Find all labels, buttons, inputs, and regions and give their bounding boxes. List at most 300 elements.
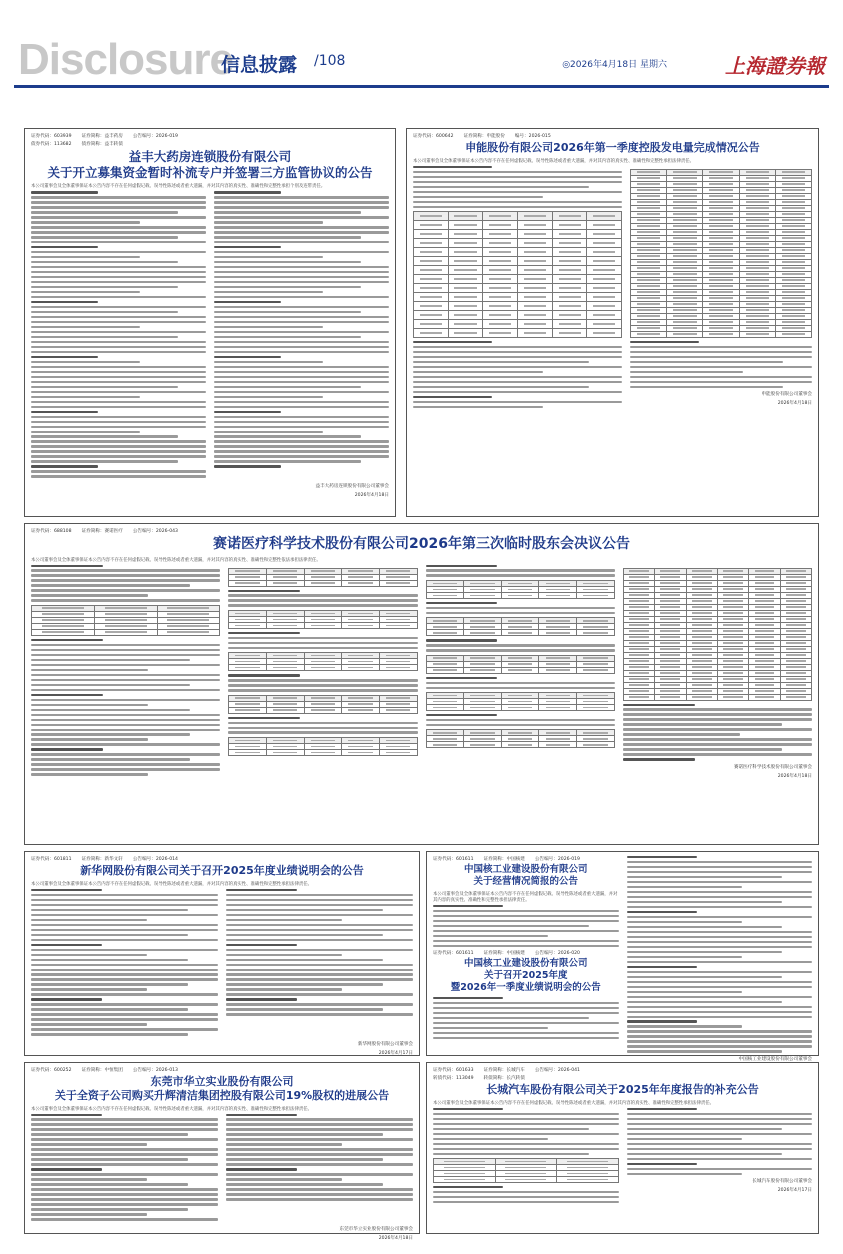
text-line bbox=[433, 1143, 619, 1145]
text-line bbox=[31, 969, 218, 971]
text-line bbox=[31, 684, 190, 686]
text-line bbox=[31, 738, 148, 740]
text-line bbox=[433, 1118, 619, 1120]
text-line bbox=[31, 993, 218, 995]
text-line bbox=[31, 998, 102, 1000]
text-line bbox=[31, 1123, 218, 1125]
table-cell bbox=[518, 284, 553, 293]
text-line bbox=[627, 866, 813, 868]
table-cell bbox=[414, 239, 449, 248]
table-cell bbox=[518, 320, 553, 329]
table-cell bbox=[229, 580, 267, 586]
table-cell bbox=[464, 742, 502, 748]
text-line bbox=[31, 929, 218, 931]
text-line bbox=[31, 954, 147, 956]
text-line bbox=[228, 647, 417, 649]
text-line bbox=[31, 944, 102, 946]
text-line bbox=[226, 924, 413, 926]
table-row bbox=[623, 694, 811, 700]
table-row bbox=[414, 293, 622, 302]
text-line bbox=[226, 1114, 297, 1116]
text-line bbox=[630, 346, 812, 348]
security-codes: 证券代码：601633 证券简称：长城汽车 公告编号：2026-041 bbox=[433, 1068, 580, 1073]
text-line bbox=[433, 1108, 503, 1110]
table-cell bbox=[577, 630, 615, 636]
text-line bbox=[226, 1153, 413, 1155]
text-line bbox=[226, 1138, 413, 1140]
table-cell bbox=[464, 667, 502, 673]
article-notice: 本公司董事会及全体董事保证本公告内容不存在任何虚假记载、误导性陈述或者重大遗漏，并对其内容的真实性、准确性和完整性承担法律责任。 bbox=[433, 891, 618, 903]
text-line bbox=[31, 724, 220, 726]
text-line bbox=[413, 391, 622, 393]
text-line bbox=[627, 1173, 742, 1175]
table-cell bbox=[539, 630, 577, 636]
text-line bbox=[31, 939, 218, 941]
text-line bbox=[31, 1183, 188, 1185]
text-line bbox=[426, 714, 498, 716]
text-line bbox=[630, 366, 812, 368]
article-title: 中国核工业建设股份有限公司 关于经营情况简报的公告 bbox=[463, 864, 588, 887]
text-line bbox=[627, 871, 813, 873]
text-line bbox=[627, 1113, 813, 1115]
text-line bbox=[433, 1153, 589, 1155]
text-line bbox=[630, 376, 812, 378]
article-signature: 申能股份有限公司董事会 bbox=[761, 392, 812, 397]
article-body bbox=[433, 1108, 812, 1206]
text-line bbox=[31, 1008, 188, 1010]
text-line bbox=[627, 856, 697, 858]
table-row bbox=[414, 257, 622, 266]
table-cell bbox=[414, 212, 449, 221]
text-line bbox=[226, 1158, 383, 1160]
table-cell bbox=[414, 311, 449, 320]
table-cell bbox=[414, 230, 449, 239]
table-cell bbox=[414, 266, 449, 275]
text-line bbox=[31, 565, 103, 567]
article-cnecc bbox=[426, 851, 819, 1062]
plant-table bbox=[630, 169, 812, 338]
table-cell bbox=[552, 320, 587, 329]
table-cell bbox=[448, 275, 483, 284]
text-line bbox=[623, 723, 782, 725]
text-line bbox=[31, 470, 206, 472]
text-line bbox=[433, 1128, 589, 1130]
text-line bbox=[31, 201, 206, 203]
text-line bbox=[31, 773, 148, 775]
text-line bbox=[226, 969, 413, 971]
table-cell bbox=[342, 580, 380, 586]
text-line bbox=[214, 381, 389, 383]
text-line bbox=[214, 460, 361, 462]
table-cell bbox=[686, 694, 717, 700]
table-cell bbox=[414, 275, 449, 284]
text-line bbox=[228, 642, 417, 644]
table-row bbox=[426, 704, 614, 710]
article-body bbox=[31, 1114, 413, 1224]
text-line bbox=[31, 574, 220, 576]
table-cell bbox=[483, 239, 518, 248]
text-line bbox=[627, 946, 813, 948]
table-row bbox=[426, 742, 614, 748]
table-cell bbox=[518, 293, 553, 302]
article-signature: 中国核工业建设股份有限公司董事会 bbox=[738, 1056, 812, 1062]
text-line bbox=[214, 445, 389, 447]
text-line bbox=[228, 689, 417, 691]
text-line bbox=[426, 569, 615, 571]
text-line bbox=[426, 602, 498, 604]
text-line bbox=[627, 1148, 813, 1150]
text-line bbox=[433, 945, 619, 947]
text-line bbox=[214, 191, 281, 193]
article-shenergy bbox=[406, 128, 819, 517]
table-cell bbox=[539, 704, 577, 710]
text-line bbox=[31, 988, 147, 990]
table-cell bbox=[749, 694, 780, 700]
text-line bbox=[31, 748, 103, 750]
text-line bbox=[31, 674, 220, 676]
text-line bbox=[31, 758, 190, 760]
text-line bbox=[426, 724, 615, 726]
text-line bbox=[413, 406, 543, 408]
text-line bbox=[214, 231, 389, 233]
table-row bbox=[229, 622, 417, 628]
text-line bbox=[413, 361, 589, 363]
text-line bbox=[413, 201, 622, 203]
table-cell bbox=[464, 630, 502, 636]
text-line bbox=[31, 266, 206, 268]
text-line bbox=[31, 639, 103, 641]
table-cell bbox=[304, 622, 342, 628]
article-body bbox=[31, 191, 389, 480]
text-line bbox=[228, 604, 417, 606]
table-row bbox=[426, 667, 614, 673]
text-line bbox=[228, 684, 417, 686]
table-cell bbox=[414, 293, 449, 302]
article-signature: 赛诺医疗科学技术股份有限公司董事会 bbox=[733, 764, 812, 770]
text-line bbox=[31, 973, 218, 975]
article-date: 2026年4月18日 bbox=[354, 493, 389, 499]
text-line bbox=[627, 916, 813, 918]
text-line bbox=[413, 396, 492, 398]
text-line bbox=[214, 435, 361, 437]
text-line bbox=[31, 376, 206, 378]
text-line bbox=[226, 1123, 413, 1125]
table-cell bbox=[448, 311, 483, 320]
table-cell bbox=[414, 221, 449, 230]
article-signature: 新华网股份有限公司董事会 bbox=[357, 1042, 413, 1048]
text-line bbox=[623, 713, 812, 715]
text-line bbox=[214, 336, 361, 338]
text-line bbox=[433, 1032, 619, 1034]
article-huali bbox=[24, 1062, 420, 1242]
table-row bbox=[426, 630, 614, 636]
text-line bbox=[31, 391, 206, 393]
text-line bbox=[413, 351, 622, 353]
text-line bbox=[630, 381, 812, 383]
text-line bbox=[623, 753, 812, 755]
article-notice: 本公司董事会及全体董事保证本公告内容不存在任何虚假记载、误导性陈述或者重大遗漏，并对其内容的真实性、准确性和完整性承担法律责任。 bbox=[433, 1100, 715, 1106]
text-line bbox=[413, 191, 622, 193]
text-line bbox=[31, 904, 218, 906]
article-signature: 长城汽车股份有限公司董事会 bbox=[752, 1178, 812, 1184]
text-line bbox=[214, 226, 389, 228]
table-cell bbox=[518, 329, 553, 338]
text-line bbox=[31, 196, 206, 198]
text-line bbox=[627, 1020, 697, 1022]
text-line bbox=[31, 351, 206, 353]
table-cell bbox=[304, 707, 342, 713]
table-cell bbox=[229, 665, 267, 671]
table-cell bbox=[464, 592, 502, 598]
table-cell bbox=[464, 704, 502, 710]
text-line bbox=[627, 1163, 697, 1165]
text-line bbox=[433, 1196, 619, 1198]
text-line bbox=[226, 1183, 383, 1185]
text-line bbox=[627, 931, 813, 933]
table-cell bbox=[483, 302, 518, 311]
text-line bbox=[426, 719, 615, 721]
text-line bbox=[413, 386, 589, 388]
text-line bbox=[433, 997, 503, 999]
text-line bbox=[226, 944, 297, 946]
text-line bbox=[627, 956, 742, 958]
text-line bbox=[226, 1008, 383, 1010]
text-line bbox=[31, 381, 206, 383]
article-title: 申能股份有限公司2026年第一季度控股发电量完成情况公告 bbox=[465, 141, 760, 154]
table-cell bbox=[448, 239, 483, 248]
text-line bbox=[31, 914, 218, 916]
table-cell bbox=[539, 667, 577, 673]
table-cell bbox=[501, 630, 539, 636]
table-cell bbox=[342, 749, 380, 755]
table-cell bbox=[448, 320, 483, 329]
text-line bbox=[31, 291, 140, 293]
table-row bbox=[414, 221, 622, 230]
table-cell bbox=[552, 230, 587, 239]
table-row bbox=[229, 580, 417, 586]
text-line bbox=[433, 1138, 548, 1140]
text-line bbox=[627, 1123, 813, 1125]
text-line bbox=[413, 341, 492, 343]
table-row bbox=[414, 230, 622, 239]
text-line bbox=[31, 1018, 218, 1020]
article-xinhuanet bbox=[24, 851, 420, 1056]
text-line bbox=[31, 276, 206, 278]
article-date: 2026年4月17日 bbox=[777, 1187, 812, 1193]
text-line bbox=[214, 241, 389, 243]
text-line bbox=[627, 1006, 813, 1008]
table-cell bbox=[587, 302, 622, 311]
text-line bbox=[31, 1153, 218, 1155]
text-line bbox=[31, 1218, 218, 1220]
table-cell bbox=[266, 622, 304, 628]
table-row bbox=[434, 1177, 619, 1183]
text-line bbox=[214, 356, 281, 358]
text-line bbox=[413, 206, 622, 208]
text-line bbox=[214, 391, 389, 393]
text-line bbox=[426, 574, 615, 576]
text-line bbox=[31, 251, 206, 253]
text-line bbox=[31, 889, 102, 891]
security-codes-2: 证券代码：601611 证券简称：中国核建 公告编号：2026-020 bbox=[433, 951, 580, 957]
text-line bbox=[627, 881, 813, 883]
text-line bbox=[31, 221, 140, 223]
text-line bbox=[627, 1001, 783, 1003]
table-cell bbox=[448, 230, 483, 239]
text-line bbox=[214, 331, 389, 333]
issue-date: ◎2026年4月18日 星期六 bbox=[562, 60, 667, 70]
text-line bbox=[627, 926, 783, 928]
table-cell bbox=[266, 665, 304, 671]
table-cell bbox=[552, 212, 587, 221]
table-cell bbox=[587, 248, 622, 257]
text-line bbox=[214, 386, 361, 388]
text-line bbox=[31, 584, 190, 586]
text-line bbox=[31, 211, 178, 213]
page-number: /108 bbox=[314, 53, 346, 69]
text-line bbox=[627, 861, 813, 863]
text-line bbox=[226, 973, 413, 975]
table-cell bbox=[501, 704, 539, 710]
text-line bbox=[31, 421, 206, 423]
text-line bbox=[31, 669, 148, 671]
text-line bbox=[426, 607, 615, 609]
text-line bbox=[31, 709, 190, 711]
masthead bbox=[0, 0, 843, 84]
table-cell bbox=[342, 665, 380, 671]
table-cell bbox=[552, 284, 587, 293]
text-line bbox=[31, 924, 218, 926]
text-line bbox=[214, 426, 389, 428]
text-line bbox=[413, 166, 492, 168]
table-row bbox=[631, 331, 812, 337]
table-cell bbox=[587, 257, 622, 266]
table-row bbox=[32, 629, 220, 635]
text-line bbox=[627, 971, 813, 973]
table-cell bbox=[448, 212, 483, 221]
table-cell bbox=[448, 221, 483, 230]
text-line bbox=[31, 356, 98, 358]
text-line bbox=[31, 569, 220, 571]
text-line bbox=[31, 699, 220, 701]
table-cell bbox=[552, 311, 587, 320]
text-line bbox=[433, 930, 619, 932]
table-cell bbox=[655, 694, 686, 700]
text-line bbox=[413, 376, 622, 378]
text-line bbox=[214, 271, 389, 273]
text-line bbox=[630, 361, 783, 363]
text-line bbox=[214, 216, 389, 218]
article-yifeng bbox=[24, 128, 396, 517]
text-line bbox=[627, 996, 813, 998]
security-codes: 证券代码：688108 证券简称：赛诺医疗 公告编号：2026-043 bbox=[31, 529, 178, 534]
text-line bbox=[433, 905, 503, 907]
text-line bbox=[31, 316, 206, 318]
table-cell bbox=[448, 302, 483, 311]
table-row bbox=[414, 302, 622, 311]
table-cell bbox=[483, 230, 518, 239]
text-line bbox=[31, 256, 140, 258]
text-line bbox=[214, 431, 323, 433]
text-line bbox=[627, 951, 783, 953]
security-codes-2: 转债代码：113049 转债简称：长汽转债 bbox=[433, 1076, 525, 1081]
table-cell bbox=[448, 284, 483, 293]
text-line bbox=[413, 366, 622, 368]
body-column bbox=[31, 191, 206, 480]
text-line bbox=[426, 677, 498, 679]
text-line bbox=[627, 961, 813, 963]
text-line bbox=[627, 1040, 813, 1042]
text-line bbox=[226, 1163, 413, 1165]
table-cell bbox=[379, 622, 417, 628]
table-cell bbox=[587, 230, 622, 239]
text-line bbox=[214, 201, 389, 203]
table-cell bbox=[448, 293, 483, 302]
text-line bbox=[433, 1037, 619, 1039]
table-cell bbox=[577, 742, 615, 748]
text-line bbox=[627, 941, 813, 943]
table-cell bbox=[552, 275, 587, 284]
text-line bbox=[627, 1158, 813, 1160]
text-line bbox=[214, 326, 323, 328]
text-line bbox=[433, 925, 589, 927]
text-line bbox=[31, 1168, 102, 1170]
text-line bbox=[627, 1108, 697, 1110]
text-line bbox=[214, 421, 389, 423]
table-cell bbox=[552, 293, 587, 302]
body-column bbox=[228, 565, 417, 779]
text-line bbox=[226, 894, 413, 896]
text-line bbox=[31, 1013, 218, 1015]
table-cell bbox=[304, 665, 342, 671]
table-cell bbox=[448, 248, 483, 257]
text-line bbox=[627, 986, 813, 988]
article-title: 东莞市华立实业股份有限公司 关于全资子公司购买升辉清洁集团控股有限公司19%股权的进展公告 bbox=[54, 1075, 390, 1102]
text-line bbox=[228, 637, 417, 639]
text-line bbox=[31, 919, 147, 921]
text-line bbox=[623, 704, 695, 706]
text-line bbox=[226, 939, 413, 941]
text-line bbox=[214, 256, 323, 258]
text-line bbox=[31, 366, 206, 368]
text-line bbox=[214, 465, 281, 467]
text-line bbox=[214, 291, 323, 293]
text-line bbox=[623, 733, 740, 735]
text-line bbox=[31, 341, 206, 343]
text-line bbox=[627, 981, 813, 983]
table-cell bbox=[552, 302, 587, 311]
text-line bbox=[228, 674, 300, 676]
article-greatwall bbox=[426, 1062, 819, 1234]
text-line bbox=[627, 936, 813, 938]
text-line bbox=[31, 455, 206, 457]
text-line bbox=[31, 1173, 218, 1175]
text-line bbox=[413, 346, 622, 348]
table-cell bbox=[577, 592, 615, 598]
table-cell bbox=[501, 742, 539, 748]
text-line bbox=[214, 440, 389, 442]
table-cell bbox=[483, 257, 518, 266]
text-line bbox=[31, 1198, 218, 1200]
text-line bbox=[226, 934, 383, 936]
table-cell bbox=[426, 592, 464, 598]
table-cell bbox=[552, 248, 587, 257]
text-line bbox=[31, 1138, 218, 1140]
text-line bbox=[31, 983, 188, 985]
table-cell bbox=[157, 629, 220, 635]
text-line bbox=[226, 1013, 413, 1015]
text-line bbox=[413, 371, 543, 373]
